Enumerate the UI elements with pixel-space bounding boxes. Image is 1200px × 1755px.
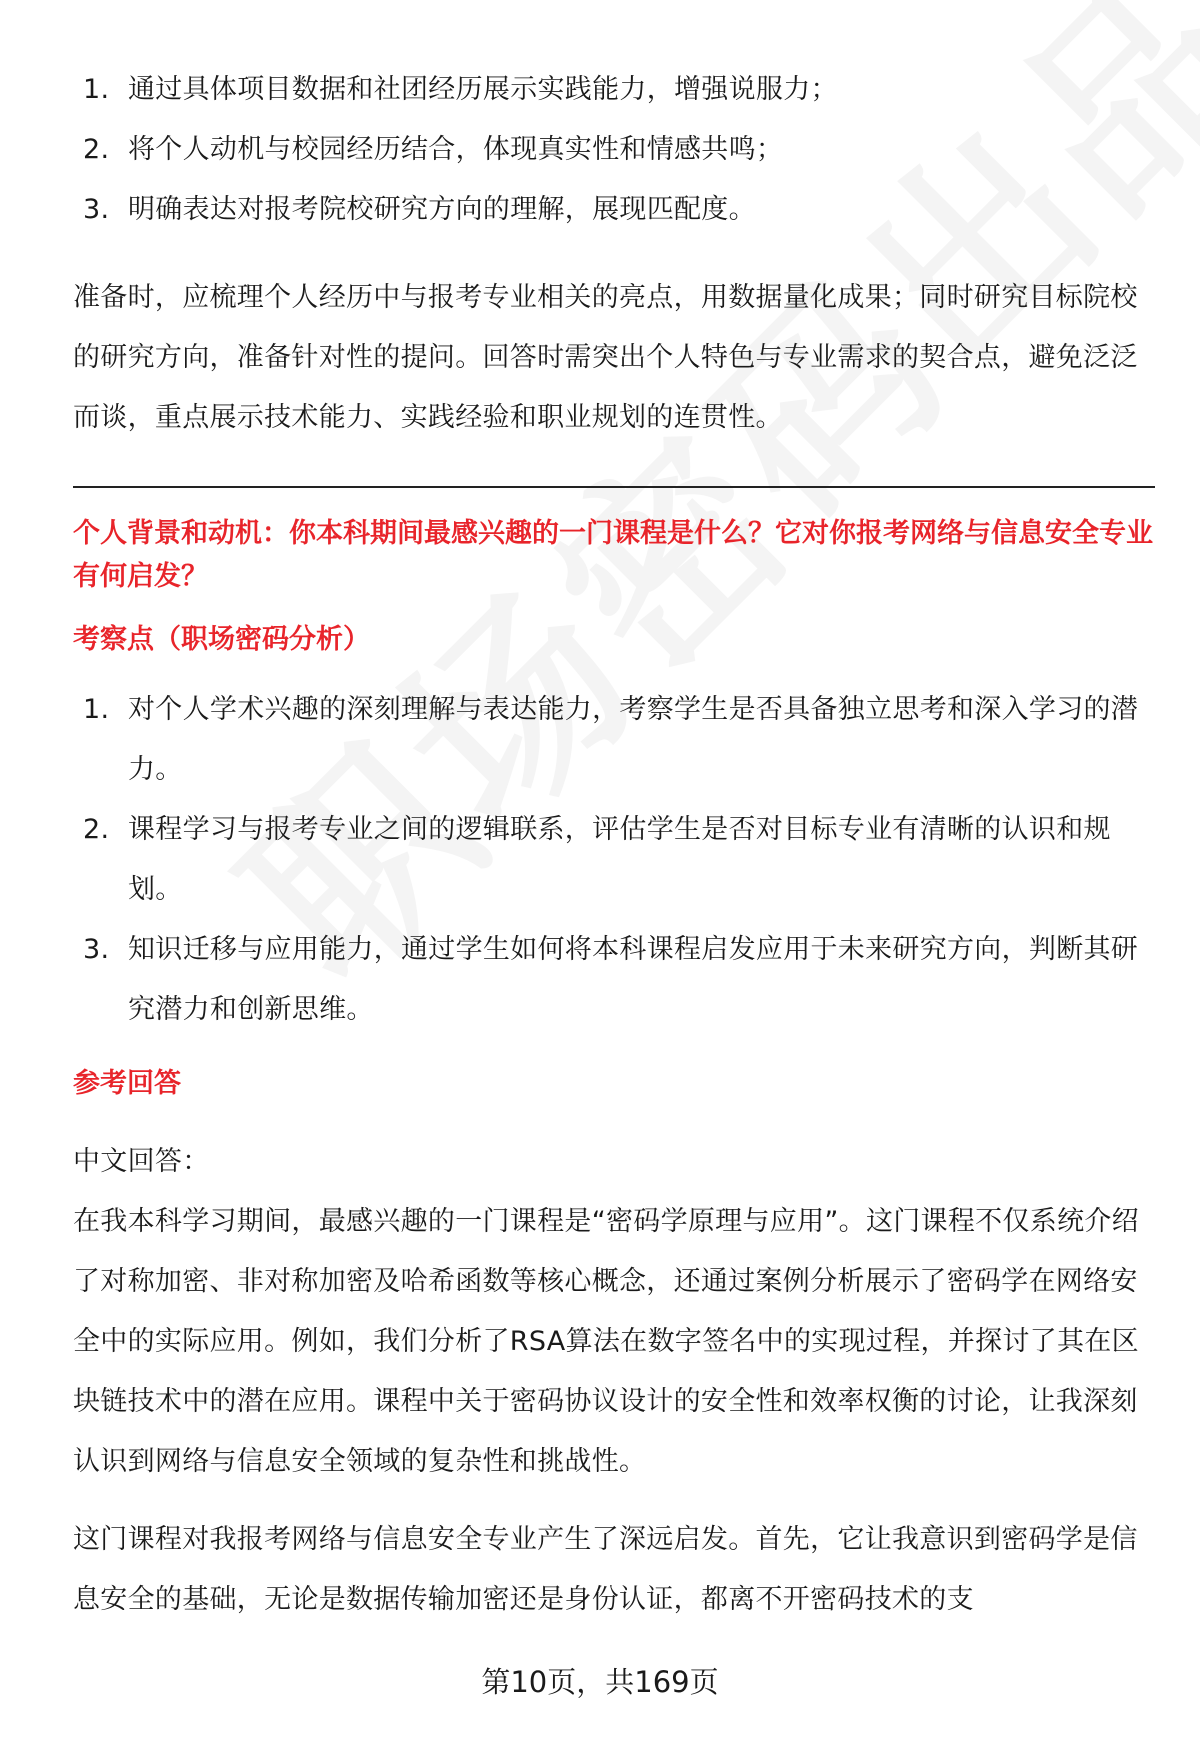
answer-paragraph: 这门课程对我报考网络与信息安全专业产生了深远启发。首先，它让我意识到密码学是信息安全的基础，无论是数据传输加密还是身份认证，都离不开密码技术的支 [73, 1524, 1138, 1615]
list-number: 2. [83, 814, 110, 845]
list-number: 3. [83, 194, 110, 225]
list-item [73, 120, 1155, 180]
section-divider [73, 486, 1155, 488]
list-item [73, 680, 1155, 800]
top-list [73, 60, 1155, 240]
question-title: 个人背景和动机：你本科期间最感兴趣的一门课程是什么？它对你报考网络与信息安全专业有何启发？ [73, 518, 1153, 592]
list-text: 将个人动机与校园经历结合，体现真实性和情感共鸣； [128, 134, 784, 165]
page-footer: 第10页，共169页 [481, 1665, 719, 1699]
list-number: 1. [83, 74, 110, 105]
list-number: 2. [83, 134, 110, 165]
document-page [73, 60, 1155, 1630]
list-item [73, 60, 1155, 120]
list-text: 知识迁移与应用能力，通过学生如何将本科课程启发应用于未来研究方向，判断其研究潜力和创新思维。 [128, 934, 1139, 1025]
prep-paragraph: 准备时，应梳理个人经历中与报考专业相关的亮点，用数据量化成果；同时研究目标院校的研究方向，准备针对性的提问。回答时需突出个人特色与专业需求的契合点，避免泛泛而谈，重点展示技术能力、实践经验和职业规划的连贯性。 [73, 282, 1138, 433]
list-number: 3. [83, 934, 110, 965]
list-number: 1. [83, 694, 110, 725]
focus-heading: 考察点（职场密码分析） [73, 624, 370, 655]
focus-list [73, 680, 1155, 1040]
answer-heading: 参考回答 [73, 1068, 181, 1099]
list-item [73, 800, 1155, 920]
list-text: 通过具体项目数据和社团经历展示实践能力，增强说服力； [128, 74, 838, 105]
list-text: 对个人学术兴趣的深刻理解与表达能力，考察学生是否具备独立思考和深入学习的潜力。 [128, 694, 1139, 785]
list-item [73, 920, 1155, 1040]
answer-paragraph: 在我本科学习期间，最感兴趣的一门课程是“密码学原理与应用”。这门课程不仅系统介绍了对称加密、非对称加密及哈希函数等核心概念，还通过案例分析展示了密码学在网络安全中的实际应用。例如，我们分析了RSA算法在数字签名中的实现过程，并探讨了其在区块链技术中的潜在应用。课程中关于密码协议设计的安全性和效率权衡的讨论，让我深刻认识到网络与信息安全领域的复杂性和挑战性。 [73, 1206, 1139, 1477]
list-text: 课程学习与报考专业之间的逻辑联系，评估学生是否对目标专业有清晰的认识和规划。 [128, 814, 1111, 905]
answer-label: 中文回答： [73, 1146, 210, 1177]
list-text: 明确表达对报考院校研究方向的理解，展现匹配度。 [128, 194, 756, 225]
list-item [73, 180, 1155, 240]
